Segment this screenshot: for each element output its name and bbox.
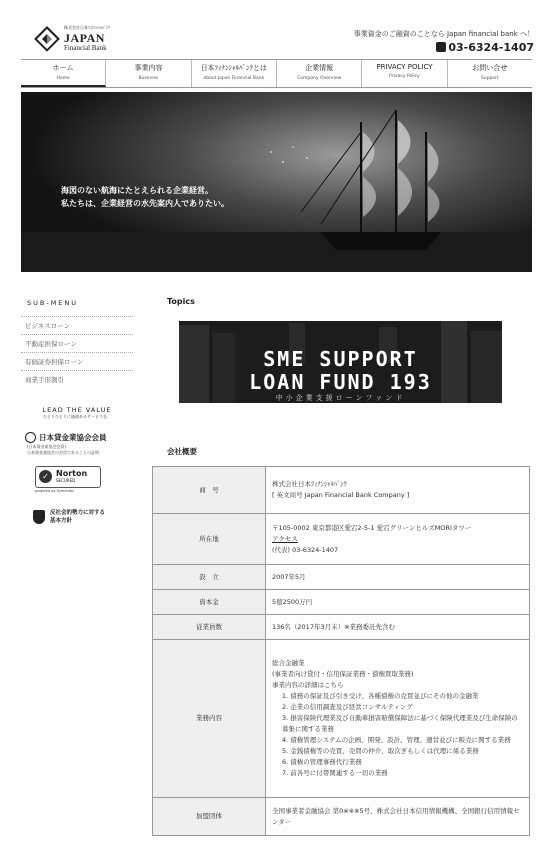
row-key: 加盟団体	[153, 798, 266, 836]
banner-subtitle: 中小企業支援ローンファンド	[275, 394, 406, 402]
policy-text	[50, 509, 105, 525]
row-key: 所在地	[153, 514, 266, 565]
biz-detail-link[interactable]: 事業内容の詳細はこちら	[272, 681, 344, 689]
banner-title-line-2: LOAN FUND 193	[249, 370, 432, 394]
table-row	[153, 514, 530, 565]
nav-label: 企業情報	[305, 64, 334, 72]
row-key: 従業員数	[153, 615, 266, 640]
biz-line: 6. 債権の管理事務代行業務	[282, 758, 362, 766]
policy-line-1: 反社会的勢力に対する	[50, 510, 106, 516]
lead-subtext: ひとりひとりに価値あるサービスを。	[43, 414, 111, 419]
association-badge[interactable]	[21, 432, 133, 443]
lead-the-value-logo	[21, 406, 133, 420]
phone-icon	[436, 42, 446, 52]
policy-line-2: 基本方針	[50, 518, 73, 524]
header-tagline: 事業資金のご融資のことなら Japan financial bank へ！	[353, 30, 534, 38]
representative-phone: (代表) 03-6324-1407	[272, 545, 339, 554]
company-name: 株式会社日本ﾌｨﾅﾝｼｬﾙﾊﾞﾝｸ	[272, 480, 347, 488]
association-icon	[25, 432, 36, 443]
nav-label: PRIVACY POLICY	[376, 63, 433, 71]
company-logo[interactable]	[34, 24, 144, 54]
nav-item-home[interactable]	[21, 60, 106, 87]
company-overview-table	[152, 466, 530, 836]
association-name: 日本貸金業協会会員	[39, 433, 107, 442]
header-phone[interactable]	[354, 41, 534, 54]
row-key: 資本金	[153, 590, 266, 615]
nav-label: ホーム	[52, 64, 74, 72]
nav-sublabel: Company Overview	[297, 76, 342, 81]
hero-line-1: 海図のない航海にたとえられる企業経営。	[61, 186, 213, 195]
nav-item-about[interactable]	[192, 60, 277, 87]
biz-line: 総合金融業	[272, 659, 305, 667]
biz-line: 4. 債権管理システムの企画、開発、設計、管理、運営並びに販売に関する業務	[282, 736, 511, 744]
logo-small-text: 株式会社日本ﾌｨﾅﾝｼｬﾙﾊﾞﾝｸ	[64, 25, 110, 30]
nav-sublabel: Privacy Policy	[389, 74, 420, 79]
row-value	[266, 514, 530, 565]
company-overview-heading: 会社概要	[167, 447, 197, 456]
association-note	[21, 444, 133, 456]
nav-sublabel: Business	[138, 76, 159, 81]
header-contact	[354, 29, 534, 54]
checkmark-icon: ✓	[39, 470, 52, 483]
norton-powered-by: powered by Symantec	[35, 489, 75, 493]
row-key: 商 号	[153, 467, 266, 514]
biz-line: (事業者向け貸付・信用保証業務・債権買取業務)	[272, 670, 414, 678]
logo-subname: Financial Bank	[64, 44, 107, 52]
address: 〒105-0002 東京都港区愛宕2-5-1 愛宕グリーンヒルズMORIタワー	[272, 523, 472, 532]
company-english-name: [ 英文商号 Japan Financial Bank Company ]	[272, 491, 410, 499]
hero-copy	[61, 184, 229, 210]
biz-line: 7. 前各号に付帯関連する一切の業務	[282, 769, 388, 777]
table-row	[153, 590, 530, 615]
nav-sublabel: Support	[480, 76, 499, 81]
nav-label: 日本ﾌｨﾅﾝｼｬﾙﾊﾞﾝｸとは	[200, 64, 268, 72]
row-key: 業務内容	[153, 640, 266, 798]
sidebar	[21, 287, 133, 525]
biz-line: 1. 債務の保証及び引き受け、各種債権の売買並びにその他の金融業	[282, 692, 479, 700]
submenu-item-real-estate-loan[interactable]: 不動産担保ローン	[21, 334, 133, 352]
global-nav	[21, 59, 532, 88]
row-value	[266, 467, 530, 514]
nav-sublabel: Home	[56, 76, 70, 81]
anti-social-policy-link[interactable]	[21, 509, 133, 525]
hero-line-2: 私たちは、企業経営の水先案内人でありたい。	[61, 199, 229, 208]
row-value: 2007年5月	[266, 565, 530, 590]
norton-name: Norton	[56, 469, 88, 478]
phone-number: 03-6324-1407	[448, 41, 534, 54]
nav-sublabel: about Japan Financial Bank	[203, 76, 265, 81]
nav-item-contact[interactable]	[448, 60, 532, 87]
norton-secured-badge[interactable]	[35, 466, 101, 488]
logo-mark-icon	[34, 26, 60, 52]
row-value: 136名（2017年3月末）※業務委託先含む	[266, 615, 530, 640]
biz-line: 5. 金銭債権等の売買、売買の仲介、取次ぎもしくは代理に係る業務	[282, 747, 479, 755]
row-value: 全国事業者金融協会 第0※※※5号、株式会社日本信用情報機構、全国銀行信用情報センター	[266, 798, 530, 836]
table-row	[153, 798, 530, 836]
row-key: 設 立	[153, 565, 266, 590]
nav-item-privacy[interactable]	[362, 60, 447, 87]
shield-icon	[33, 510, 45, 524]
access-link[interactable]: アクセス	[272, 534, 298, 543]
submenu-item-securities-loan[interactable]: 有価証券担保ローン	[21, 352, 133, 370]
table-row	[153, 565, 530, 590]
table-row	[153, 467, 530, 514]
submenu-item-bill-discount[interactable]: 商業手形割引	[21, 370, 133, 388]
sme-support-banner[interactable]	[179, 321, 502, 403]
logo-name: JAPAN	[64, 31, 105, 45]
submenu-title: SUB-MENU	[27, 299, 79, 307]
submenu-item-business-loan[interactable]: ビジネスローン	[21, 316, 133, 334]
nav-item-business[interactable]	[106, 60, 191, 87]
sailing-ship-image	[21, 92, 532, 272]
biz-line: 2. 企業の信用調査及び経営コンサルティング	[282, 703, 413, 711]
table-row	[153, 640, 530, 798]
row-value	[266, 640, 530, 798]
association-note-line-1: (日本貸金業協会会員)	[27, 444, 67, 449]
association-note-line-2: 日本貸金業協会の会員であることの証明	[27, 450, 99, 455]
biz-line: 3. 損害保険代理業及び自動車損害賠償保障法に基づく保険代理業及び生命保険の募集に関する業務	[282, 714, 518, 733]
nav-label: 事業内容	[134, 64, 163, 72]
nav-label: お問い合せ	[472, 64, 508, 72]
row-value: 5億2500万円	[266, 590, 530, 615]
norton-secured-text: SECURED	[56, 478, 76, 483]
table-row	[153, 615, 530, 640]
hero-banner	[21, 92, 532, 272]
banner-title-line-1: SME SUPPORT	[263, 347, 418, 371]
lead-text: LEAD THE VALUE	[42, 406, 112, 414]
nav-item-company[interactable]	[277, 60, 362, 87]
topics-heading: Topics	[167, 297, 195, 306]
